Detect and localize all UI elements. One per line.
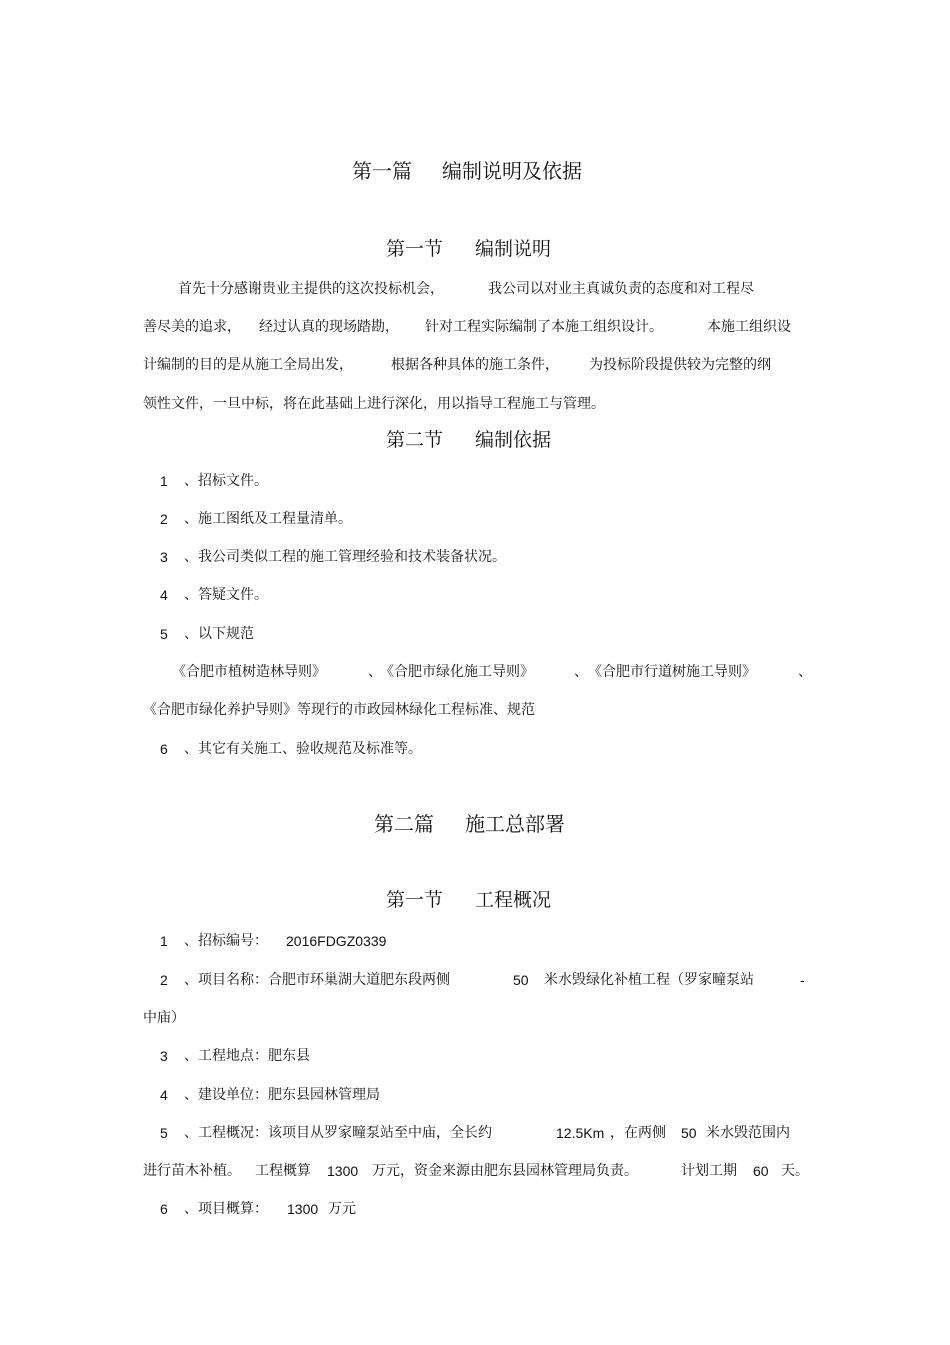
list-item: 、建设单位：肥东县园林管理局 <box>184 1087 380 1103</box>
list-number: 1 <box>160 473 168 489</box>
list-item: 计划工期 <box>681 1163 737 1179</box>
list-number: 2 <box>160 972 168 988</box>
budget-value: 1300 <box>287 1201 319 1217</box>
paragraph-text: 经过认真的现场踏勘， <box>259 319 399 335</box>
norm-separator: 、 <box>574 664 588 680</box>
norm-title: 《合肥市绿化施工导则》 <box>380 664 534 680</box>
list-number: 4 <box>160 1087 168 1103</box>
list-item: 米水毁范围内 <box>706 1125 790 1141</box>
list-item: 、其它有关施工、验收规范及标准等。 <box>184 741 422 757</box>
list-number: 6 <box>160 1201 168 1217</box>
part2-title: 施工总部署 <box>465 812 565 836</box>
sec1-title: 编制说明 <box>475 238 552 260</box>
list-item: 、答疑文件。 <box>184 587 268 603</box>
list-item: 、招标文件。 <box>184 473 268 489</box>
list-item: 进行苗木补植。 <box>143 1163 241 1179</box>
list-item: 万元，资金来源由肥东县园林管理局负责。 <box>372 1163 638 1179</box>
list-number: 3 <box>160 549 168 565</box>
list-number: 4 <box>160 587 168 603</box>
bid-number: 2016FDGZ0339 <box>286 933 387 949</box>
list-number: 5 <box>160 1125 168 1141</box>
part1-title: 编制说明及依据 <box>442 159 582 183</box>
list-item: 、招标编号： <box>184 933 268 949</box>
list-number: 1 <box>160 933 168 949</box>
sec2-title: 编制依据 <box>475 429 552 451</box>
list-number: 3 <box>160 1048 168 1064</box>
part1-title-number: 第一篇 <box>352 159 412 183</box>
p2-sec1-title: 工程概况 <box>475 889 552 911</box>
paragraph-text: 根据各种具体的施工条件， <box>391 357 559 373</box>
norm-line: 《合肥市绿化养护导则》等现行的市政园林绿化工程标准、规范 <box>143 702 535 718</box>
paragraph-text: 为投标阶段提供较为完整的纲 <box>589 357 771 373</box>
p2-sec1-number: 第一节 <box>386 889 444 911</box>
sec2-number: 第二节 <box>386 429 444 451</box>
list-item: 、以下规范 <box>184 626 254 642</box>
norm-title: 《合肥市行道树施工导则》 <box>588 664 756 680</box>
length-value: 12.5Km <box>556 1125 605 1141</box>
paragraph-text: 计编制的目的是从施工全局出发， <box>143 357 353 373</box>
width-value: 50 <box>513 972 529 988</box>
list-item: 中庙） <box>143 1010 185 1026</box>
list-number: 2 <box>160 511 168 527</box>
budget-value: 1300 <box>327 1163 359 1179</box>
paragraph-text: 善尽美的追求， <box>143 319 241 335</box>
list-item: 、工程地点：肥东县 <box>184 1048 310 1064</box>
list-number: 6 <box>160 741 168 757</box>
list-item: 、施工图纸及工程量清单。 <box>184 511 352 527</box>
paragraph-text: 领性文件，一旦中标，将在此基础上进行深化，用以指导工程施工与管理。 <box>143 396 605 412</box>
norm-separator: 、 <box>798 664 812 680</box>
list-item: 、项目概算： <box>184 1201 268 1217</box>
list-item: ，在两侧 <box>610 1125 666 1141</box>
paragraph-text: 针对工程实际编制了本施工组织设计。 <box>425 319 663 335</box>
list-item: 万元 <box>328 1201 356 1217</box>
width-value: 50 <box>681 1125 697 1141</box>
list-item: 、我公司类似工程的施工管理经验和技术装备状况。 <box>184 549 506 565</box>
list-item: 、项目名称：合肥市环巢湖大道肥东段两侧 <box>184 972 450 988</box>
dash: - <box>800 972 805 988</box>
list-item: 米水毁绿化补植工程（罗家疃泵站 <box>544 972 754 988</box>
list-item: 工程概算 <box>255 1163 311 1179</box>
list-item: 天。 <box>781 1163 809 1179</box>
list-item: 、工程概况：该项目从罗家疃泵站至中庙，全长约 <box>184 1125 492 1141</box>
norm-separator: 、 <box>368 664 382 680</box>
list-number: 5 <box>160 626 168 642</box>
paragraph-text: 本施工组织设 <box>707 319 791 335</box>
duration-value: 60 <box>753 1163 769 1179</box>
part2-title-number: 第二篇 <box>374 812 434 836</box>
paragraph-text: 首先十分感谢贵业主提供的这次投标机会， <box>178 281 444 297</box>
norm-title: 《合肥市植树造林导则》 <box>172 664 326 680</box>
sec1-number: 第一节 <box>386 238 444 260</box>
paragraph-text: 我公司以对业主真诚负责的态度和对工程尽 <box>488 281 754 297</box>
